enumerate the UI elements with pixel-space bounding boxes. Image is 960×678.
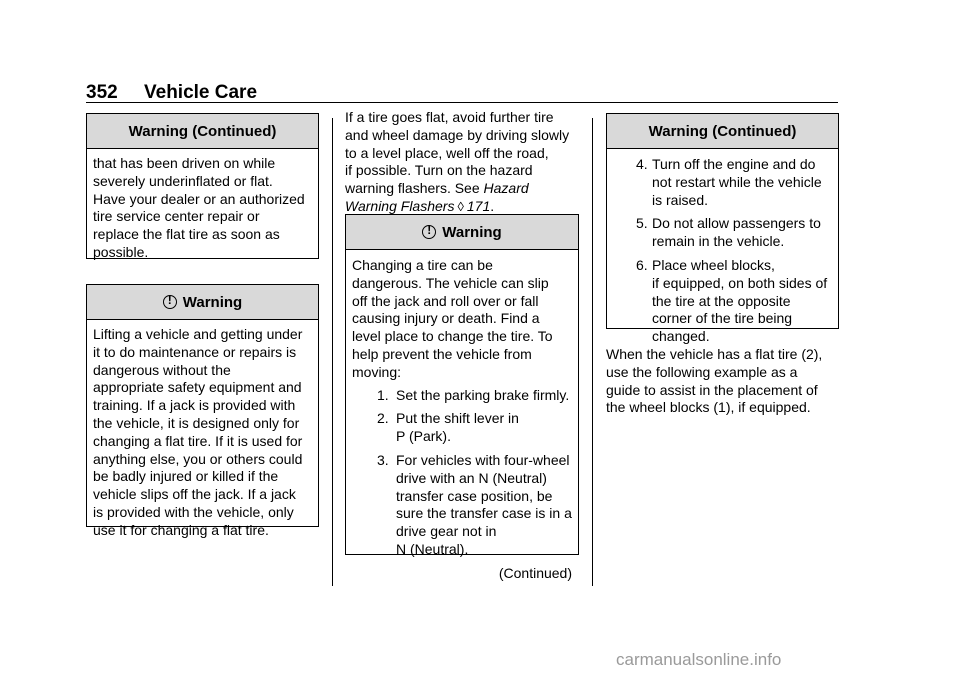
list-number: 5. [636,215,648,232]
page-number: 352 [86,82,118,103]
text-line: guide to assist in the placement of [606,381,818,398]
warning-title [346,215,578,250]
list-item [613,257,832,346]
text-line [345,180,585,198]
list-number: 1. [377,386,389,403]
warning-title-text: Warning [442,223,502,241]
warning-continued-title: Warning (Continued) [607,114,838,149]
warning-title-text: Warning [182,293,243,311]
text-line: use it for changing a flat tire. [93,521,269,538]
text-line: possible. [93,243,149,260]
text-line: help prevent the vehicle from [352,345,532,362]
text-line: N (Neutral). [396,540,469,557]
text-line: to a level place, well off the road, [345,144,549,161]
text-line: Lifting a vehicle and getting under [93,326,303,342]
warning-continued-title: Warning (Continued) [87,114,318,149]
text-line: training. If a jack is provided with [93,397,296,414]
text-line: is raised. [652,191,709,208]
text-line: off the jack and roll over or fall [352,292,539,309]
text-line: sure the transfer case is in a [396,505,572,522]
warning-jack-body [87,320,318,540]
text-line: vehicle slips off the jack. If a jack [93,486,296,503]
warning-title [87,285,318,320]
see-text: warning flashers. See [345,180,480,197]
list-item [613,156,832,209]
list-item [352,387,572,405]
text-line: it to do maintenance or repairs is [93,343,297,360]
continued-label: (Continued) [498,564,572,581]
text-line: drive with an N (Neutral) [396,469,547,486]
text-line: appropriate safety equipment and [93,379,302,396]
text-line: transfer case position, be [396,487,553,504]
text-line: not restart while the vehicle [652,173,822,190]
warning-continued-box [86,113,319,259]
warning-box-jack [86,284,319,538]
period: . [490,197,495,214]
text-line: replace the flat tire as soon as [93,226,280,243]
hazard-link-part1[interactable]: Hazard [483,180,529,197]
text-line: use the following example as a [606,363,798,380]
wheel-blocks-paragraph [606,346,846,417]
text-line: be badly injured or killed if the [93,468,279,485]
warning-changing-body [346,250,578,583]
header-rule [86,102,838,103]
text-line: and wheel damage by driving slowly [345,126,570,143]
text-line: Changing a tire can be [352,257,493,273]
text-line: dangerous without the [93,361,231,378]
text-line: the vehicle, it is designed only for [93,414,300,431]
text-line: Turn off the engine and do [652,156,816,172]
warning-box-changing [345,214,579,581]
warning-continued-body [87,149,318,262]
text-line: dangerous. The vehicle can slip [352,274,549,291]
text-line: that has been driven on while [93,155,276,171]
warning-icon [163,295,177,309]
watermark-text: carmanualsonline.info [616,650,782,669]
list-number: 2. [377,410,389,427]
text-line: If a tire goes flat, avoid further tire [345,109,554,125]
text-line: Put the shift lever in [396,410,519,427]
text-line: Set the parking brake firmly. [396,386,570,403]
text-line: is provided with the vehicle, only [93,503,294,520]
text-line: changed. [652,328,710,345]
text-line: causing injury or death. Find a [352,310,540,327]
section-title: Vehicle Care [144,82,258,103]
text-line: corner of the tire being [652,310,793,327]
warning-continued-body-2 [607,149,838,346]
text-line: tire service center repair or [93,208,260,225]
list-number: 3. [377,451,389,468]
text-line: changing a flat tire. If it is used for [93,432,303,449]
warning-continued-box-2 [606,113,839,345]
page-ref-number[interactable]: 171 [466,197,491,214]
list-item [613,215,832,251]
text-line: For vehicles with four-wheel [396,451,570,468]
text-line: if equipped, on both sides of [652,274,828,291]
text-line: if possible. Turn on the hazard [345,162,533,179]
column-divider-1 [332,118,333,586]
text-line: drive gear not in [396,523,497,540]
text-line: the wheel blocks (1), if equipped. [606,399,811,416]
text-line: level place to change the tire. To [352,328,553,345]
list-number: 4. [636,156,648,172]
text-line: P (Park). [396,428,451,445]
list-item [352,452,572,559]
hazard-link-part2[interactable]: Warning Flashers [345,197,455,214]
page-ref-icon: ◊ [457,198,464,214]
list-number: 6. [636,256,648,273]
text-line: Do not allow passengers to [652,215,821,232]
intro-paragraph [345,109,585,216]
text-line: severely underinflated or flat. [93,172,273,189]
column-divider-2 [592,118,593,586]
warning-icon [422,225,436,239]
text-line: anything else, you or others could [93,450,303,467]
text-line: moving: [352,363,402,380]
text-line: Place wheel blocks, [652,256,775,273]
text-line: When the vehicle has a flat tire (2), [606,346,823,362]
text-line: Have your dealer or an authorized [93,190,305,207]
text-line: remain in the vehicle. [652,233,785,250]
text-line: the tire at the opposite [652,292,791,309]
list-item [352,410,572,446]
